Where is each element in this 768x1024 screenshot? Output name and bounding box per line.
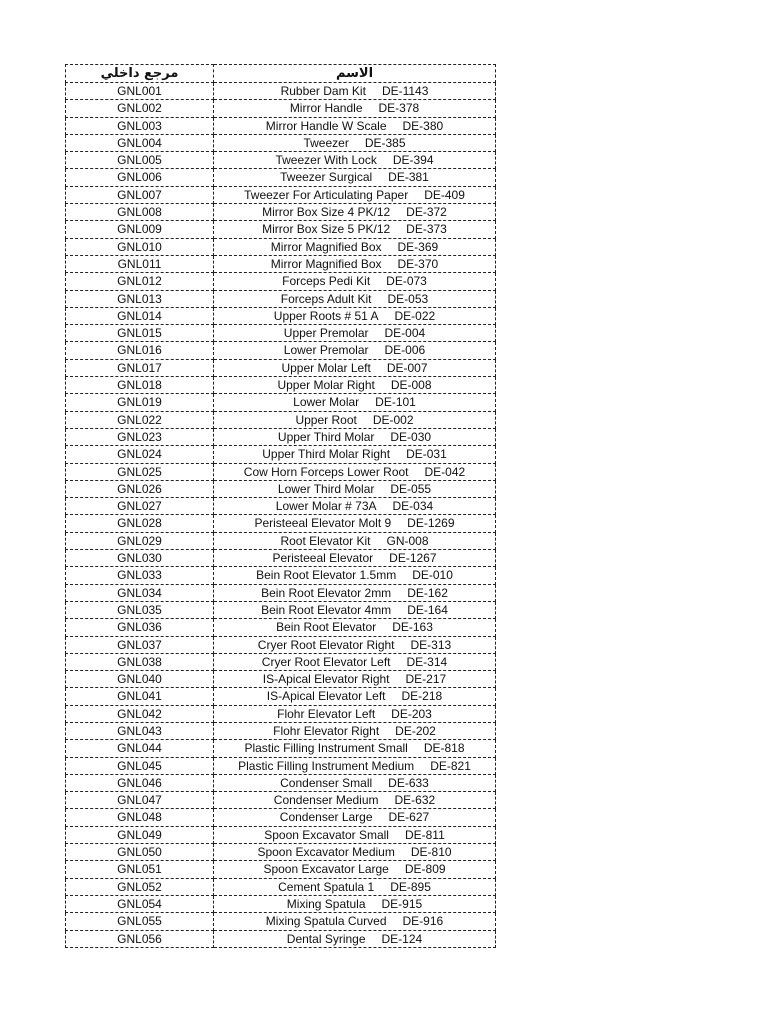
cell-ref[interactable]: GNL052 — [66, 878, 214, 895]
item-code: DE-030 — [390, 429, 432, 444]
item-name: Cryer Root Elevator Left — [261, 654, 391, 669]
item-name: Tweezer With Lock — [275, 153, 377, 168]
table-row — [66, 826, 496, 843]
table-row — [66, 204, 496, 221]
cell-ref[interactable]: GNL050 — [66, 844, 214, 861]
item-name: Upper Root — [295, 412, 357, 427]
cell-name[interactable] — [214, 221, 496, 238]
cell-ref[interactable]: GNL015 — [66, 325, 214, 342]
cell-ref[interactable]: GNL011 — [66, 255, 214, 272]
item-code: DE-022 — [394, 308, 436, 323]
table-row — [66, 550, 496, 567]
item-name: Condenser Small — [280, 775, 373, 790]
cell-name[interactable] — [214, 83, 496, 100]
table-row — [66, 601, 496, 618]
cell-ref[interactable]: GNL017 — [66, 359, 214, 376]
item-name: Upper Roots # 51 A — [273, 308, 379, 323]
item-name: Forceps Pedi Kit — [282, 274, 371, 289]
item-code: GN-008 — [386, 533, 429, 548]
item-code: DE-821 — [430, 758, 471, 773]
cell-ref[interactable]: GNL025 — [66, 463, 214, 480]
cell-ref[interactable]: GNL013 — [66, 290, 214, 307]
cell-name[interactable] — [214, 688, 496, 705]
table-row — [66, 895, 496, 912]
cell-name[interactable] — [214, 290, 496, 307]
cell-ref[interactable]: GNL037 — [66, 636, 214, 653]
item-name: Bein Root Elevator 2mm — [261, 585, 392, 600]
item-name: Mirror Box Size 5 PK/12 — [262, 222, 391, 237]
cell-ref[interactable]: GNL036 — [66, 619, 214, 636]
cell-name[interactable] — [214, 532, 496, 549]
header-name[interactable]: الاسم — [214, 65, 496, 83]
item-code: DE-810 — [410, 845, 452, 860]
item-name: Root Elevator Kit — [280, 533, 371, 548]
cell-ref[interactable]: GNL042 — [66, 705, 214, 722]
spreadsheet-sheet — [65, 64, 495, 948]
cell-ref[interactable]: GNL033 — [66, 567, 214, 584]
item-name: Dental Syringe — [286, 931, 366, 946]
table-row — [66, 792, 496, 809]
item-code: DE-633 — [388, 775, 429, 790]
item-code: DE-314 — [406, 654, 448, 669]
item-name: Peristeeal Elevator — [272, 551, 374, 566]
cell-ref[interactable]: GNL012 — [66, 273, 214, 290]
cell-name[interactable] — [214, 636, 496, 653]
cell-name[interactable] — [214, 515, 496, 532]
cell-name[interactable] — [214, 377, 496, 394]
cell-ref[interactable]: GNL003 — [66, 117, 214, 134]
item-code: DE-380 — [402, 118, 444, 133]
table-row — [66, 273, 496, 290]
item-name: Tweezer — [303, 135, 349, 150]
cell-name[interactable] — [214, 255, 496, 272]
item-code: DE-007 — [386, 360, 428, 375]
table-row — [66, 377, 496, 394]
item-code: DE-202 — [395, 723, 436, 738]
table-row — [66, 255, 496, 272]
table-row — [66, 221, 496, 238]
table-row — [66, 134, 496, 151]
table-row — [66, 861, 496, 878]
cell-ref[interactable]: GNL018 — [66, 377, 214, 394]
cell-name[interactable] — [214, 844, 496, 861]
item-code: DE-369 — [397, 239, 439, 254]
cell-ref[interactable]: GNL043 — [66, 722, 214, 739]
item-name: Plastic Filling Instrument Medium — [238, 758, 415, 773]
item-name: Mirror Box Size 4 PK/12 — [262, 205, 391, 220]
cell-name[interactable] — [214, 757, 496, 774]
cell-ref[interactable]: GNL044 — [66, 740, 214, 757]
item-name: Mirror Handle — [289, 101, 363, 116]
item-name: Rubber Dam Kit — [280, 84, 366, 98]
item-name: Cow Horn Forceps Lower Root — [243, 464, 409, 479]
table-row — [66, 463, 496, 480]
table-row — [66, 428, 496, 445]
table-row — [66, 653, 496, 670]
item-name: Upper Molar Left — [281, 360, 371, 375]
item-code: DE-164 — [407, 602, 448, 617]
cell-ref[interactable]: GNL004 — [66, 134, 214, 151]
cell-ref[interactable]: GNL054 — [66, 895, 214, 912]
cell-ref[interactable]: GNL005 — [66, 152, 214, 169]
item-code: DE-1267 — [389, 551, 437, 566]
cell-ref[interactable]: GNL002 — [66, 100, 214, 117]
item-name: Mixing Spatula — [286, 896, 366, 911]
item-code: DE-381 — [388, 170, 429, 185]
table-row — [66, 325, 496, 342]
item-code: DE-632 — [394, 793, 436, 808]
table-row — [66, 100, 496, 117]
table-row — [66, 930, 496, 947]
table-row — [66, 359, 496, 376]
item-code: DE-053 — [387, 291, 429, 306]
item-code: DE-1143 — [381, 84, 429, 98]
cell-name[interactable] — [214, 740, 496, 757]
item-name: Lower Molar # 73A — [275, 499, 377, 514]
cell-ref[interactable]: GNL034 — [66, 584, 214, 601]
item-code: DE-372 — [406, 205, 447, 220]
cell-ref[interactable]: GNL019 — [66, 394, 214, 411]
cell-ref[interactable]: GNL051 — [66, 861, 214, 878]
item-name: Upper Molar Right — [277, 378, 375, 393]
table-row — [66, 567, 496, 584]
item-code: DE-031 — [406, 447, 447, 462]
cell-ref[interactable]: GNL016 — [66, 342, 214, 359]
header-row — [66, 65, 496, 83]
cell-name[interactable] — [214, 152, 496, 169]
table-row — [66, 757, 496, 774]
item-code: DE-055 — [390, 481, 432, 496]
table-row — [66, 584, 496, 601]
item-name: Mirror Magnified Box — [270, 256, 382, 271]
cell-ref[interactable]: GNL056 — [66, 930, 214, 947]
table-row — [66, 532, 496, 549]
item-name: Upper Premolar — [283, 326, 369, 341]
header-ref[interactable]: مرجع داخلي — [66, 65, 214, 83]
cell-ref[interactable]: GNL024 — [66, 446, 214, 463]
cell-name[interactable] — [214, 671, 496, 688]
table-row — [66, 152, 496, 169]
table-row — [66, 844, 496, 861]
table-row — [66, 290, 496, 307]
cell-name[interactable] — [214, 307, 496, 324]
cell-ref[interactable]: GNL022 — [66, 411, 214, 428]
item-name: Upper Third Molar Right — [262, 447, 391, 462]
item-name: Spoon Excavator Small — [264, 827, 389, 842]
cell-name[interactable] — [214, 446, 496, 463]
item-code: DE-394 — [392, 153, 434, 168]
cell-name[interactable] — [214, 653, 496, 670]
item-code: DE-218 — [401, 689, 443, 704]
item-code: DE-101 — [375, 395, 416, 410]
item-code: DE-370 — [397, 256, 439, 271]
item-code: DE-004 — [384, 326, 426, 341]
table-row — [66, 446, 496, 463]
item-name: Bein Root Elevator — [276, 620, 377, 635]
cell-name[interactable] — [214, 117, 496, 134]
item-name: Cement Spatula 1 — [278, 879, 375, 894]
item-code: DE-034 — [392, 499, 434, 514]
cell-name[interactable] — [214, 722, 496, 739]
table-row — [66, 809, 496, 826]
table-row — [66, 169, 496, 186]
item-name: Condenser Medium — [273, 793, 379, 808]
cell-name[interactable] — [214, 463, 496, 480]
cell-name[interactable] — [214, 100, 496, 117]
cell-name[interactable] — [214, 394, 496, 411]
item-name: IS-Apical Elevator Right — [262, 672, 390, 687]
item-code: DE-203 — [391, 706, 432, 721]
item-name: Flohr Elevator Right — [273, 723, 380, 738]
table-row — [66, 498, 496, 515]
item-code: DE-217 — [405, 672, 447, 687]
cell-ref[interactable]: GNL047 — [66, 792, 214, 809]
cell-ref[interactable]: GNL035 — [66, 601, 214, 618]
item-name: Lower Premolar — [283, 343, 369, 358]
cell-ref[interactable]: GNL049 — [66, 826, 214, 843]
table-row — [66, 307, 496, 324]
item-name: Mirror Handle W Scale — [265, 118, 387, 133]
cell-name[interactable] — [214, 705, 496, 722]
cell-name[interactable] — [214, 913, 496, 930]
item-code: DE-042 — [424, 464, 466, 479]
item-name: Plastic Filling Instrument Small — [244, 741, 408, 756]
item-name: Condenser Large — [279, 810, 373, 825]
cell-name[interactable] — [214, 428, 496, 445]
cell-name[interactable] — [214, 601, 496, 618]
item-code: DE-915 — [381, 896, 423, 911]
item-name: Bein Root Elevator 4mm — [261, 602, 392, 617]
cell-ref[interactable]: GNL029 — [66, 532, 214, 549]
cell-name[interactable] — [214, 186, 496, 203]
item-name: Tweezer For Articulating Paper — [244, 187, 409, 202]
cell-ref[interactable]: GNL008 — [66, 204, 214, 221]
item-name: Tweezer Surgical — [280, 170, 373, 185]
cell-ref[interactable]: GNL030 — [66, 550, 214, 567]
table-body — [66, 83, 496, 948]
cell-ref[interactable]: GNL009 — [66, 221, 214, 238]
cell-ref[interactable]: GNL041 — [66, 688, 214, 705]
cell-name[interactable] — [214, 774, 496, 791]
table-row — [66, 186, 496, 203]
item-code: DE-916 — [402, 914, 444, 929]
cell-name[interactable] — [214, 826, 496, 843]
item-name: Mirror Magnified Box — [270, 239, 382, 254]
item-code: DE-627 — [388, 810, 430, 825]
table-row — [66, 238, 496, 255]
table-row — [66, 480, 496, 497]
cell-name[interactable] — [214, 325, 496, 342]
cell-name[interactable] — [214, 411, 496, 428]
item-code: DE-073 — [386, 274, 427, 289]
table-row — [66, 411, 496, 428]
item-name: Spoon Excavator Large — [263, 862, 389, 877]
table-row — [66, 722, 496, 739]
table-row — [66, 342, 496, 359]
cell-name[interactable] — [214, 134, 496, 151]
cell-name[interactable] — [214, 584, 496, 601]
item-code: DE-163 — [392, 620, 433, 635]
table-row — [66, 636, 496, 653]
table-row — [66, 688, 496, 705]
cell-ref[interactable]: GNL048 — [66, 809, 214, 826]
cell-name[interactable] — [214, 895, 496, 912]
table-row — [66, 671, 496, 688]
item-code: DE-1269 — [407, 516, 455, 531]
item-name: Mixing Spatula Curved — [265, 914, 387, 929]
table-row — [66, 394, 496, 411]
cell-name[interactable] — [214, 238, 496, 255]
item-code: DE-002 — [372, 412, 414, 427]
cell-ref[interactable]: GNL028 — [66, 515, 214, 532]
item-code: DE-010 — [412, 568, 453, 583]
cell-name[interactable] — [214, 498, 496, 515]
item-code: DE-409 — [424, 187, 465, 202]
table-row — [66, 117, 496, 134]
item-code: DE-809 — [404, 862, 446, 877]
item-code: DE-895 — [390, 879, 431, 894]
cell-name[interactable] — [214, 792, 496, 809]
cell-name[interactable] — [214, 550, 496, 567]
item-code: DE-006 — [384, 343, 426, 358]
table-row — [66, 83, 496, 100]
cell-ref[interactable]: GNL007 — [66, 186, 214, 203]
cell-name[interactable] — [214, 480, 496, 497]
item-code: DE-162 — [407, 585, 448, 600]
item-name: Forceps Adult Kit — [280, 291, 372, 306]
table-row — [66, 774, 496, 791]
cell-ref[interactable]: GNL001 — [66, 83, 214, 100]
table-row — [66, 705, 496, 722]
cell-name[interactable] — [214, 169, 496, 186]
item-code: DE-818 — [423, 741, 465, 756]
cell-name[interactable] — [214, 930, 496, 947]
item-code: DE-313 — [410, 637, 452, 652]
table-row — [66, 619, 496, 636]
item-name: Lower Third Molar — [277, 481, 375, 496]
cell-ref[interactable]: GNL055 — [66, 913, 214, 930]
item-name: Peristeeal Elevator Molt 9 — [254, 516, 392, 531]
item-code: DE-385 — [364, 135, 406, 150]
cell-name[interactable] — [214, 809, 496, 826]
cell-name[interactable] — [214, 342, 496, 359]
cell-ref[interactable]: GNL014 — [66, 307, 214, 324]
cell-ref[interactable]: GNL023 — [66, 428, 214, 445]
cell-name[interactable] — [214, 567, 496, 584]
cell-name[interactable] — [214, 861, 496, 878]
table-row — [66, 913, 496, 930]
item-code: DE-378 — [378, 101, 420, 116]
item-name: Cryer Root Elevator Right — [257, 637, 395, 652]
cell-ref[interactable]: GNL040 — [66, 671, 214, 688]
table-row — [66, 740, 496, 757]
cell-ref[interactable]: GNL026 — [66, 480, 214, 497]
item-name: Flohr Elevator Left — [277, 706, 376, 721]
cell-name[interactable] — [214, 204, 496, 221]
item-name: IS-Apical Elevator Left — [266, 689, 386, 704]
cell-ref[interactable]: GNL006 — [66, 169, 214, 186]
cell-ref[interactable]: GNL010 — [66, 238, 214, 255]
item-name: Upper Third Molar — [277, 429, 375, 444]
table-row — [66, 878, 496, 895]
instrument-table — [65, 64, 496, 948]
cell-ref[interactable]: GNL045 — [66, 757, 214, 774]
item-code: DE-811 — [404, 827, 445, 842]
cell-name[interactable] — [214, 878, 496, 895]
item-name: Lower Molar — [293, 395, 360, 410]
cell-ref[interactable]: GNL038 — [66, 653, 214, 670]
item-code: DE-008 — [390, 378, 432, 393]
item-code: DE-124 — [381, 931, 423, 946]
cell-ref[interactable]: GNL046 — [66, 774, 214, 791]
cell-name[interactable] — [214, 359, 496, 376]
item-name: Spoon Excavator Medium — [257, 845, 395, 860]
cell-ref[interactable]: GNL027 — [66, 498, 214, 515]
cell-name[interactable] — [214, 619, 496, 636]
item-name: Bein Root Elevator 1.5mm — [256, 568, 397, 583]
item-code: DE-373 — [406, 222, 447, 237]
cell-name[interactable] — [214, 273, 496, 290]
table-row — [66, 515, 496, 532]
